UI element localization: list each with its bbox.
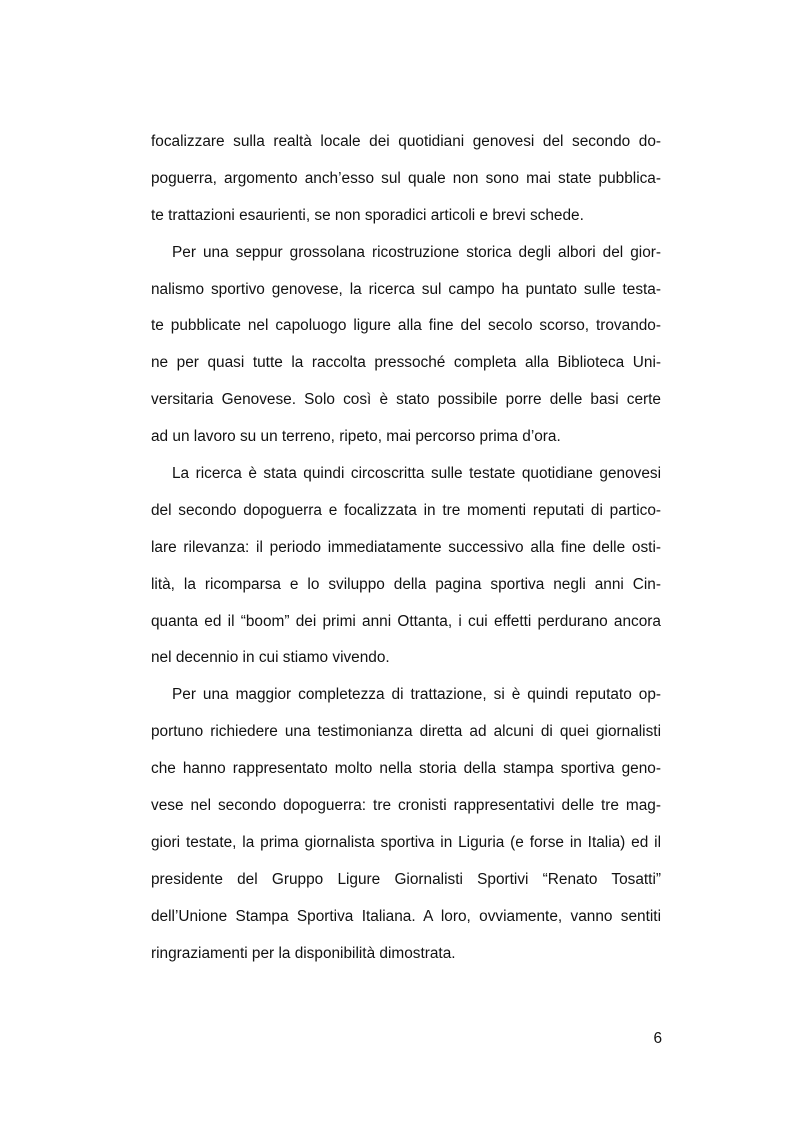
text-line: portuno richiedere una testimonianza diretta ad alcuni di quei giornalisti (151, 723, 661, 741)
text-line: vese nel secondo dopoguerra: tre cronisti rappresentativi delle tre mag- (151, 797, 661, 815)
text-line: ne per quasi tutte la raccolta pressoché completa alla Biblioteca Uni- (151, 354, 661, 372)
body-text (151, 127, 661, 975)
text-line: La ricerca è stata quindi circoscritta sulle testate quotidiane genovesi (172, 465, 661, 483)
text-line: lità, la ricomparsa e lo sviluppo della pagina sportiva negli anni Cin- (151, 575, 661, 593)
text-line: poguerra, argomento anch’esso sul quale non sono mai state pubblica- (151, 169, 661, 187)
text-line: dell’Unione Stampa Sportiva Italiana. A loro, ovviamente, vanno sentiti (151, 907, 661, 925)
text-line: che hanno rappresentato molto nella storia della stampa sportiva geno- (151, 760, 661, 778)
text-line: nel decennio in cui stiamo vivendo. (151, 649, 390, 667)
text-line: Per una seppur grossolana ricostruzione storica degli albori del gior- (172, 243, 661, 261)
text-line: presidente del Gruppo Ligure Giornalisti Sportivi “Renato Tosatti” (151, 870, 661, 888)
page-number: 6 (653, 1030, 662, 1047)
text-line: versitaria Genovese. Solo così è stato possibile porre delle basi certe (151, 391, 661, 409)
text-line: quanta ed il “boom” dei primi anni Ottanta, i cui effetti perdurano ancora (151, 612, 661, 630)
text-line: Per una maggior completezza di trattazione, si è quindi reputato op- (172, 686, 661, 704)
text-line: focalizzare sulla realtà locale dei quotidiani genovesi del secondo do- (151, 133, 661, 150)
text-line: nalismo sportivo genovese, la ricerca sul campo ha puntato sulle testa- (151, 280, 661, 298)
text-line: te pubblicate nel capoluogo ligure alla fine del secolo scorso, trovando- (151, 317, 661, 335)
text-line: lare rilevanza: il periodo immediatamente successivo alla fine delle osti- (151, 538, 661, 556)
text-line: te trattazioni esaurienti, se non sporadici articoli e brevi schede. (151, 206, 584, 224)
text-line: del secondo dopoguerra e focalizzata in tre momenti reputati di partico- (151, 501, 661, 519)
text-line: ringraziamenti per la disponibilità dimostrata. (151, 944, 456, 962)
text-line: ad un lavoro su un terreno, ripeto, mai percorso prima d’ora. (151, 428, 561, 446)
text-line: giori testate, la prima giornalista sportiva in Liguria (e forse in Italia) ed il (151, 833, 661, 851)
